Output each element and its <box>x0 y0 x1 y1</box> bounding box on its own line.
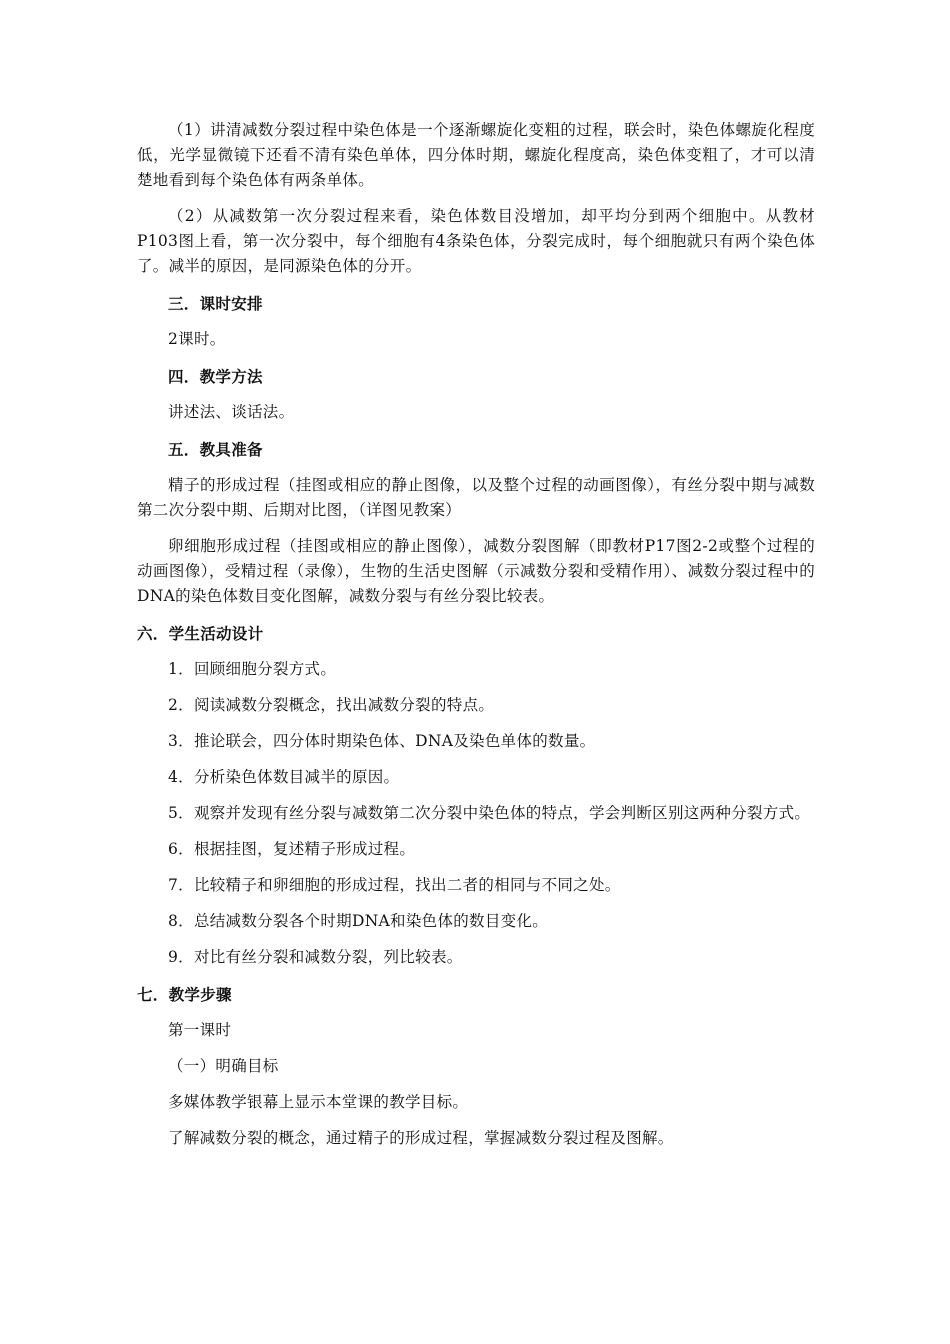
teaching-aids-egg: 卵细胞形成过程（挂图或相应的静止图像），减数分裂图解（即教材P17图2-2或整个过程的动画图像），受精过程（录像），生物的生活史图解（示减数分裂和受精作用）、减数分裂过程中的DNA的染色体数目变化图解，减数分裂与有丝分裂比较表。 <box>137 537 815 605</box>
activity-item: 6．根据挂图，复述精子形成过程。 <box>168 840 416 858</box>
class-schedule-text: 2课时。 <box>168 330 226 348</box>
heading-teaching-method: 四．教学方法 <box>168 367 263 386</box>
goals-content-text: 了解减数分裂的概念，通过精子的形成过程，掌握减数分裂过程及图解。 <box>168 1129 674 1147</box>
subsection-goals: （一）明确目标 <box>168 1057 279 1075</box>
activity-item: 2．阅读减数分裂概念，找出减数分裂的特点。 <box>168 696 495 714</box>
activity-item: 5．观察并发现有丝分裂与减数第二次分裂中染色体的特点，学会判断区别这两种分裂方式。 <box>168 804 811 822</box>
paragraph-chromosome-halving: （2）从减数第一次分裂过程来看，染色体数目没增加，却平均分到两个细胞中。从教材P103图上看，第一次分裂中，每个细胞有4条染色体，分裂完成时，每个细胞就只有两个染色体了。减半的原因，是同源染色体的分开。 <box>137 207 815 275</box>
goals-display-text: 多媒体教学银幕上显示本堂课的教学目标。 <box>168 1093 469 1111</box>
teaching-method-text: 讲述法、谈话法。 <box>168 403 295 421</box>
document-page <box>137 118 815 1151</box>
heading-teaching-steps: 七．教学步骤 <box>137 985 232 1004</box>
teaching-aids-sperm: 精子的形成过程（挂图或相应的静止图像，以及整个过程的动画图像），有丝分裂中期与减数第二次分裂中期、后期对比图，（详图见教案） <box>137 476 815 519</box>
activity-item: 1．回顾细胞分裂方式。 <box>168 660 337 678</box>
activity-item: 8．总结减数分裂各个时期DNA和染色体的数目变化。 <box>168 912 549 930</box>
activity-item: 3．推论联会，四分体时期染色体、DNA及染色单体的数量。 <box>168 732 596 750</box>
activity-item: 4．分析染色体数目减半的原因。 <box>168 768 400 786</box>
lesson-label: 第一课时 <box>168 1021 232 1039</box>
activity-item: 9．对比有丝分裂和减数分裂，列比较表。 <box>168 948 463 966</box>
heading-teaching-aids: 五．教具准备 <box>168 440 263 459</box>
heading-student-activities: 六．学生活动设计 <box>137 624 264 643</box>
paragraph-chromosome-spiral: （1）讲清减数分裂过程中染色体是一个逐渐螺旋化变粗的过程，联会时，染色体螺旋化程度低，光学显微镜下还看不清有染色单体，四分体时期，螺旋化程度高，染色体变粗了，才可以清楚地看到每个染色体有两条单体。 <box>137 121 815 189</box>
heading-class-schedule: 三．课时安排 <box>168 294 263 313</box>
activity-item: 7．比较精子和卵细胞的形成过程，找出二者的相同与不同之处。 <box>168 876 621 894</box>
